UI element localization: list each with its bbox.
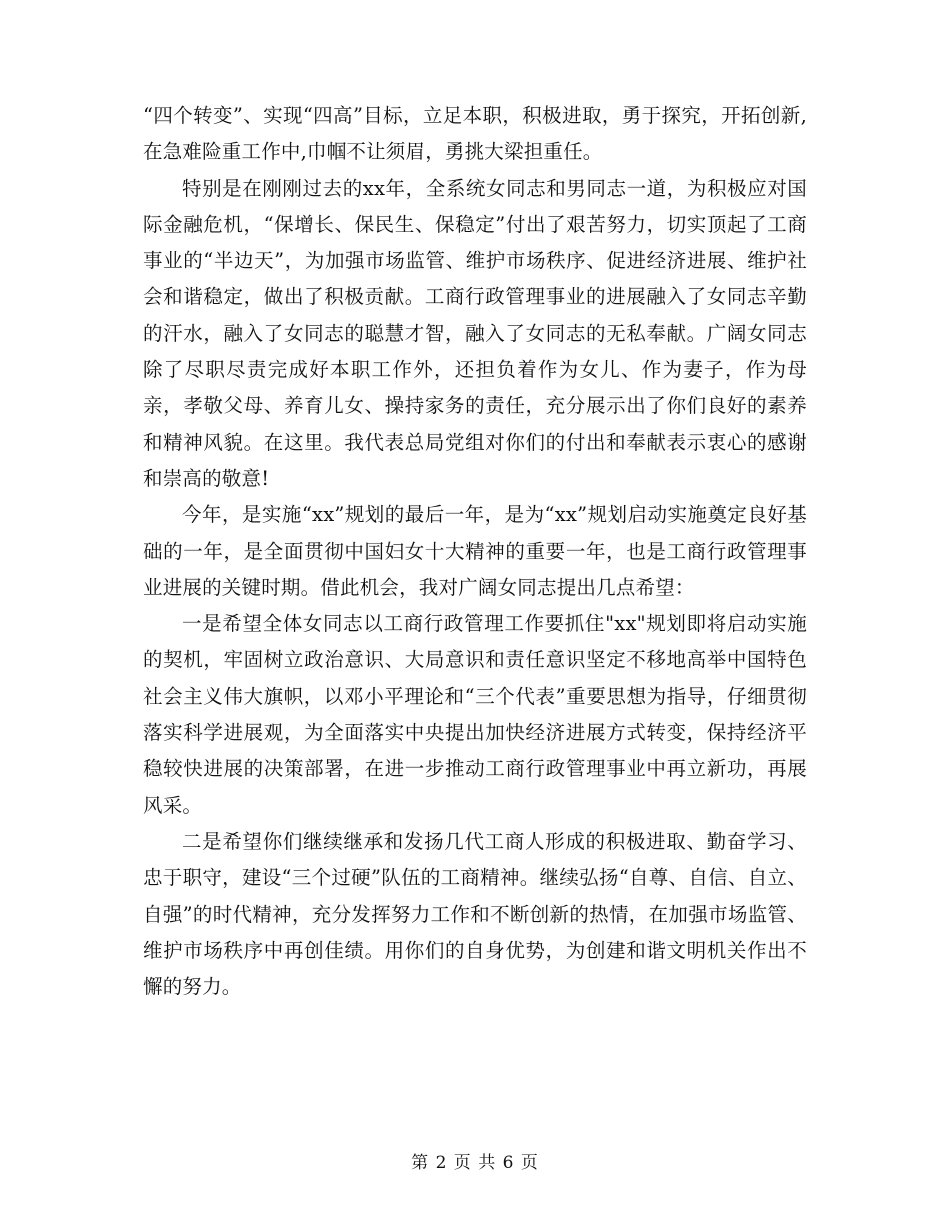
paragraph-women-contribution: 特别是在刚刚过去的xx年，全系统女同志和男同志一道，为积极应对国际金融危机，“保增长、保民生、保稳定”付出了艰苦努力，切实顶起了工商事业的“半边天”，为加强市场监管、维护市场秩序、促进经济进展、维护社会和谐稳定，做出了积极贡献。工商行政管理事业的进展融入了女同志辛勤的汗水，融入了女同志的聪慧才智，融入了女同志的无私奉献。广阔女同志除了尽职尽责完成好本职工作外，还担负着作为女儿、作为妻子，作为母亲，孝敬父母、养育儿女、操持家务的责任，充分展示出了你们良好的素养和精神风貌。在这里。我代表总局党组对你们的付出和奉献表示衷心的感谢和崇高的敬意! [143,176,807,490]
paragraph-continuation: “四个转变”、实现“四高”目标，立足本职，积极进取，勇于探究，开拓创新,在急难险重工作中,巾帼不让须眉，勇挑大梁担重任。 [143,104,807,164]
document-body [143,98,807,1005]
paragraph-hope-one: 一是希望全体女同志以工商行政管理工作要抓住"xx"规划即将启动实施的契机，牢固树立政治意识、大局意识和责任意识坚定不移地高举中国特色社会主义伟大旗帜，以邓小平理论和“三个代表”重要思想为指导，仔细贯彻落实科学进展观，为全面落实中央提出加快经济进展方式转变，保持经济平稳较快进展的决策部署，在进一步推动工商行政管理事业中再立新功，再展风采。 [143,612,807,817]
paragraph-this-year: 今年，是实施“xx”规划的最后一年，是为“xx”规划启动实施奠定良好基础的一年，是全面贯彻中国妇女十大精神的重要一年，也是工商行政管理事业进展的关键时期。借此机会，我对广阔女同志提出几点希望： [143,503,807,599]
paragraph-hope-two: 二是希望你们继续继承和发扬几代工商人形成的积极进取、勤奋学习、忠于职守，建设“三个过硬”队伍的工商精神。继续弘扬“自尊、自信、自立、自强”的时代精神，充分发挥努力工作和不断创新的热情，在加强市场监管、维护市场秩序中再创佳绩。用你们的自身优势，为创建和谐文明机关作出不懈的努力。 [143,829,807,999]
page-number-footer: 第 2 页 共 6 页 [411,1153,539,1173]
